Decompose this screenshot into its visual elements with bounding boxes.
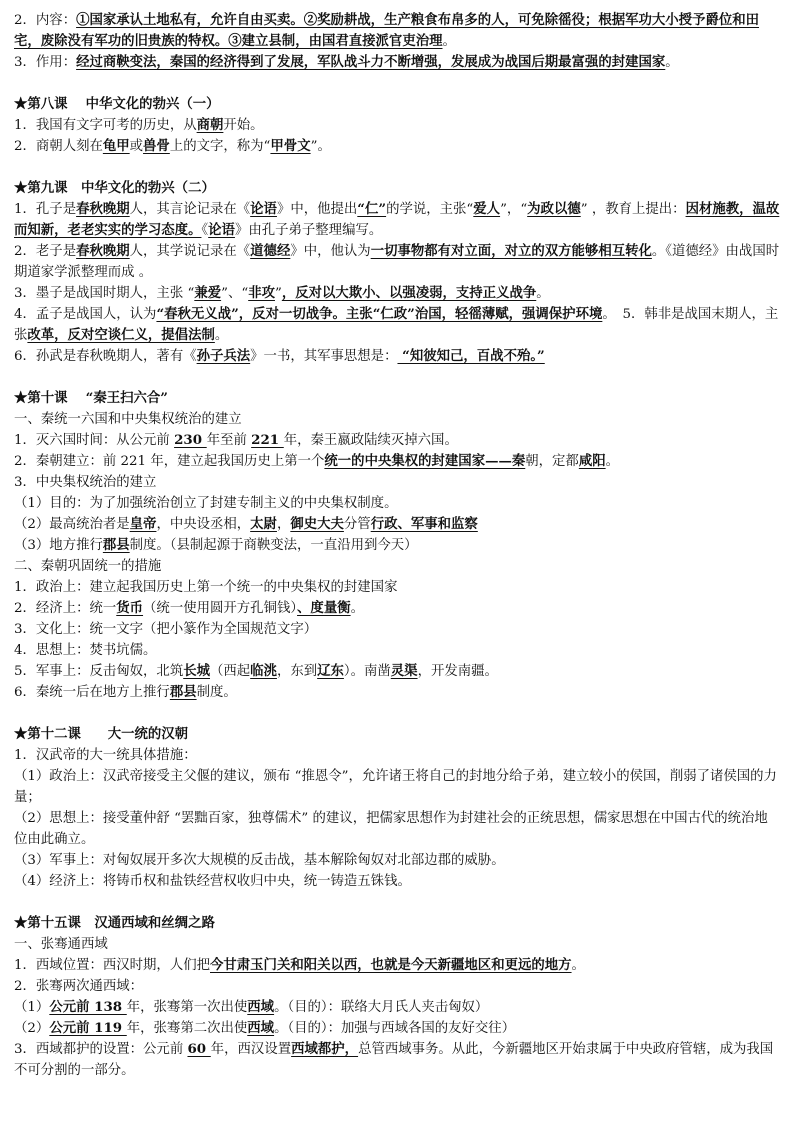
text-run: 》中，他提出	[276, 202, 358, 217]
text-run: （3）地方推行	[14, 538, 103, 553]
text-line	[14, 955, 780, 976]
text-run: 年，秦王嬴政陆续灭掉六国。	[283, 433, 458, 448]
emphasis-text: 西域都护，	[291, 1041, 359, 1057]
emphasis-text: 经过商鞅变法，秦国的经济得到了发展，军队战斗力不断增强，发展成为战国后期最富强的封建国家	[76, 54, 666, 70]
text-run: 6．秦统一后在地方上推行	[14, 685, 170, 700]
text-line	[14, 934, 780, 955]
text-run: 。	[665, 55, 679, 70]
text-run: 分管	[343, 517, 371, 532]
text-line	[14, 430, 780, 451]
text-run: 的学说，主张“	[386, 202, 474, 217]
text-run: （4）经济上：将铸币权和盐铁经营权收归中央，统一铸造五铢钱。	[14, 874, 411, 889]
text-run: 4．思想上：焚书坑儒。	[14, 643, 157, 658]
text-run: 人，其言论记录在《	[129, 202, 251, 217]
text-run: 》中，他认为	[290, 244, 371, 259]
lesson-heading	[14, 94, 780, 115]
lesson-heading	[14, 178, 780, 199]
text-run: 朝，定都	[525, 454, 579, 469]
emphasis-text: 爱人	[473, 201, 501, 217]
text-run: 6．孙武是春秋晚期人，著有《	[14, 349, 197, 364]
emphasis-text: 辽东	[317, 663, 344, 679]
text-run: 1．汉武帝的大一统具体措施：	[14, 748, 197, 763]
text-run: （西起	[210, 664, 251, 679]
emphasis-text: 兼爱	[194, 285, 222, 301]
text-run: 1．孔子是	[14, 202, 77, 217]
text-run: （2）思想上：接受董仲舒 “罢黜百家，独尊儒术” 的建议，把儒家思想作为封建社会的正统思想，儒家思想在中国古代的统治地位由此确立。	[14, 811, 768, 847]
text-line	[14, 535, 780, 556]
emphasis-text: 论语	[208, 222, 235, 238]
text-run: ，开发南疆。	[417, 664, 498, 679]
text-line	[14, 577, 780, 598]
text-line	[14, 850, 780, 871]
text-line	[14, 640, 780, 661]
text-run: 。	[442, 34, 456, 49]
text-run: 。《道德经》由战国时期道家学派整理而成 。	[14, 244, 780, 280]
text-run: ”，“	[500, 202, 528, 217]
text-run: （1）政治上：汉武帝接受主父偃的建议，颁布 “推恩令”，允许诸王将自己的封地分给子弟，建立较小的侯国，削弱了诸侯国的力量；	[14, 769, 777, 805]
text-run: 3．文化上：统一文字（把小篆作为全国规范文字）	[14, 622, 318, 637]
text-run: ★第八课 中华文化的勃兴（一）	[14, 96, 220, 112]
text-run: （1）	[14, 1000, 50, 1015]
emphasis-text: 60	[187, 1041, 211, 1057]
text-run: （2）最高统治者是	[14, 517, 130, 532]
text-run: 。	[536, 286, 550, 301]
emphasis-text: “仁”	[357, 201, 387, 217]
text-line	[14, 682, 780, 703]
emphasis-text: 改革，反对空谈仁义，提倡法制	[27, 327, 215, 343]
text-run: 或	[129, 139, 144, 154]
emphasis-text: 货币	[116, 600, 144, 616]
emphasis-text: 统一的中央集权的封建国家——秦	[324, 453, 526, 469]
text-run: ★第九课 中华文化的勃兴（二）	[14, 180, 215, 196]
text-run: 3．墨子是战国时期人，主张 “	[14, 286, 195, 301]
text-line	[14, 556, 780, 577]
text-run: 》一书，其军事思想是：	[250, 349, 398, 364]
emphasis-text: 甲骨文	[270, 138, 311, 154]
text-line	[14, 871, 780, 892]
text-line	[14, 283, 780, 304]
text-run: ）。南凿	[343, 664, 391, 679]
emphasis-text: “春秋无义战”，反对一切战争。主张“仁政”治国，轻徭薄赋，强调保护环境	[156, 306, 603, 322]
text-run: ，东到	[276, 664, 318, 679]
text-run: ★第十二课 大一统的汉朝	[14, 726, 189, 742]
text-run: 一、张骞通西域	[14, 937, 108, 952]
text-run: 4．孟子是战国人，认为	[14, 307, 157, 322]
emphasis-text: 长城	[183, 663, 210, 679]
emphasis-text: 道德经	[250, 243, 291, 259]
text-run: 一、秦统一六国和中央集权统治的建立	[14, 412, 242, 427]
text-run: 2．秦朝建立：前 221 年，建立起我国历史上第一个	[14, 454, 325, 469]
emphasis-text: 230	[174, 432, 207, 448]
text-run: 3．中央集权统治的建立	[14, 475, 157, 490]
blank-line	[14, 367, 780, 388]
text-run: 1．西域位置：西汉时期，人们把	[14, 958, 210, 973]
document-body	[14, 10, 780, 1081]
emphasis-text: 灵渠	[390, 663, 418, 679]
emphasis-text: 春秋晚期	[76, 243, 130, 259]
text-run: 。（目的）：联络大月氏人夹击匈奴）	[274, 1000, 489, 1015]
text-run: 。（目的）：加强与西域各国的友好交往）	[274, 1021, 516, 1036]
text-run: 总管西域事务。从此，今新疆地区开始隶属于中央政府管辖，成为我国不可分割的一部分。	[14, 1042, 774, 1078]
text-run: 1．我国有文字可考的历史，从	[14, 118, 197, 133]
blank-line	[14, 892, 780, 913]
emphasis-text: 商朝	[196, 117, 224, 133]
text-run: 《	[201, 223, 209, 238]
text-line	[14, 472, 780, 493]
text-line	[14, 493, 780, 514]
text-line	[14, 10, 780, 52]
text-run: 3．作用：	[14, 55, 77, 70]
text-run: 》由孔子弟子整理编写。	[234, 223, 383, 238]
emphasis-text: 兽骨	[143, 138, 170, 154]
text-run: 年至前	[206, 433, 252, 448]
text-line	[14, 451, 780, 472]
text-line	[14, 997, 780, 1018]
text-line	[14, 976, 780, 997]
text-run: 年，张骞第二次出使	[126, 1021, 248, 1036]
text-run: 上的文字，称为“	[169, 139, 271, 154]
emphasis-text: 西域	[247, 1020, 275, 1036]
emphasis-text: 公元前 138	[49, 999, 127, 1015]
text-run: ” ，教育上提出：	[580, 202, 686, 217]
text-run: 1．政治上：建立起我国历史上第一个统一的中央集权的封建国家	[14, 580, 398, 595]
text-run: （1）目的：为了加强统治创立了封建专制主义的中央集权制度。	[14, 496, 398, 511]
emphasis-text: ①国家承认土地私有，允许自由买卖。②奖励耕战，生产粮食布帛多的人，可免除徭役；根据军功大小授予爵位和田宅，废除没有军功的旧贵族的特权。③建立县制，由国君直接派官吏治理	[14, 12, 760, 49]
emphasis-text: 公元前 119	[49, 1020, 127, 1036]
text-line	[14, 661, 780, 682]
text-run: 制度。	[196, 685, 237, 700]
text-run: 2．商朝人刻在	[14, 139, 103, 154]
emphasis-text: 、度量衡	[297, 600, 351, 616]
emphasis-text: 龟甲	[102, 138, 130, 154]
emphasis-text: 咸阳	[578, 453, 606, 469]
text-run: 二、秦朝巩固统一的措施	[14, 559, 162, 574]
text-line	[14, 745, 780, 766]
blank-line	[14, 73, 780, 94]
text-line	[14, 1018, 780, 1039]
text-line	[14, 52, 780, 73]
text-run: （2）	[14, 1021, 50, 1036]
text-run: 。	[214, 328, 229, 343]
emphasis-text: 行政、军事和监察	[370, 516, 478, 532]
emphasis-text: 为政以德	[527, 201, 581, 217]
emphasis-text: 非攻	[248, 285, 275, 301]
text-line	[14, 304, 780, 346]
text-run: ★第十五课 汉通西域和丝绸之路	[14, 915, 215, 931]
text-run: ”。	[310, 139, 331, 154]
text-line	[14, 619, 780, 640]
text-line	[14, 136, 780, 157]
text-run: 2．张骞两次通西域：	[14, 979, 144, 994]
blank-line	[14, 703, 780, 724]
text-run: 2．内容：	[14, 13, 77, 28]
text-line	[14, 1039, 780, 1081]
text-run: （统一使用圆开方孔铜钱）	[143, 601, 298, 616]
text-run: 2．老子是	[14, 244, 77, 259]
text-run: 3．西域都护的设置：公元前	[14, 1042, 188, 1057]
text-line	[14, 766, 780, 808]
emphasis-text: 因材施教，温故而知新，老老实实的学习态度。	[14, 201, 780, 238]
text-run: 1．灭六国时间：从公元前	[14, 433, 175, 448]
text-run: 。	[350, 601, 364, 616]
emphasis-text: 西域	[247, 999, 275, 1015]
text-run: （3）军事上：对匈奴展开多次大规模的反击战，基本解除匈奴对北部边郡的威胁。	[14, 853, 505, 868]
emphasis-text: 221	[251, 432, 284, 448]
emphasis-text: 御史大夫	[290, 516, 344, 532]
lesson-heading	[14, 388, 780, 409]
text-run: ，	[276, 517, 291, 532]
text-line	[14, 409, 780, 430]
text-run: ”	[274, 286, 282, 301]
text-run: 年，张骞第一次出使	[126, 1000, 248, 1015]
text-run: ，中央设丞相，	[156, 517, 251, 532]
text-run: 。 5．韩非是战国末期人，主张	[14, 307, 779, 343]
emphasis-text: 一切事物都有对立面，对立的双方能够相互转化	[370, 243, 652, 259]
emphasis-text: 孙子兵法	[196, 348, 251, 364]
text-line	[14, 199, 780, 241]
text-run: 2．经济上：统一	[14, 601, 117, 616]
emphasis-text: 皇帝	[129, 516, 157, 532]
emphasis-text: “知彼知己，百战不殆。”	[397, 348, 545, 364]
blank-line	[14, 157, 780, 178]
text-run: ★第十课 “秦王扫六合”	[14, 390, 168, 406]
text-line	[14, 514, 780, 535]
lesson-heading	[14, 913, 780, 934]
text-line	[14, 808, 780, 850]
emphasis-text: 春秋晚期	[76, 201, 130, 217]
emphasis-text: 临洮	[250, 663, 277, 679]
text-run: 年，西汉设置	[210, 1042, 292, 1057]
text-run: 。	[571, 958, 585, 973]
text-line	[14, 598, 780, 619]
text-line	[14, 115, 780, 136]
emphasis-text: 郡县	[102, 537, 130, 553]
text-line	[14, 241, 780, 283]
text-run: 5．军事上：反击匈奴，北筑	[14, 664, 184, 679]
text-run: 制度。（县制起源于商鞅变法，一直沿用到今天）	[129, 538, 418, 553]
lesson-heading	[14, 724, 780, 745]
emphasis-text: 今甘肃玉门关和阳关以西，也就是今天新疆地区和更远的地方	[210, 957, 572, 973]
text-run: 开始。	[223, 118, 264, 133]
text-run: 。	[605, 454, 619, 469]
emphasis-text: ，反对以大欺小、以强凌弱，支持正义战争	[281, 285, 537, 301]
text-line	[14, 346, 780, 367]
text-run: 人，其学说记录在《	[129, 244, 251, 259]
text-run: ”、“	[221, 286, 249, 301]
emphasis-text: 太尉	[250, 516, 277, 532]
emphasis-text: 论语	[250, 201, 277, 217]
emphasis-text: 郡县	[169, 684, 197, 700]
